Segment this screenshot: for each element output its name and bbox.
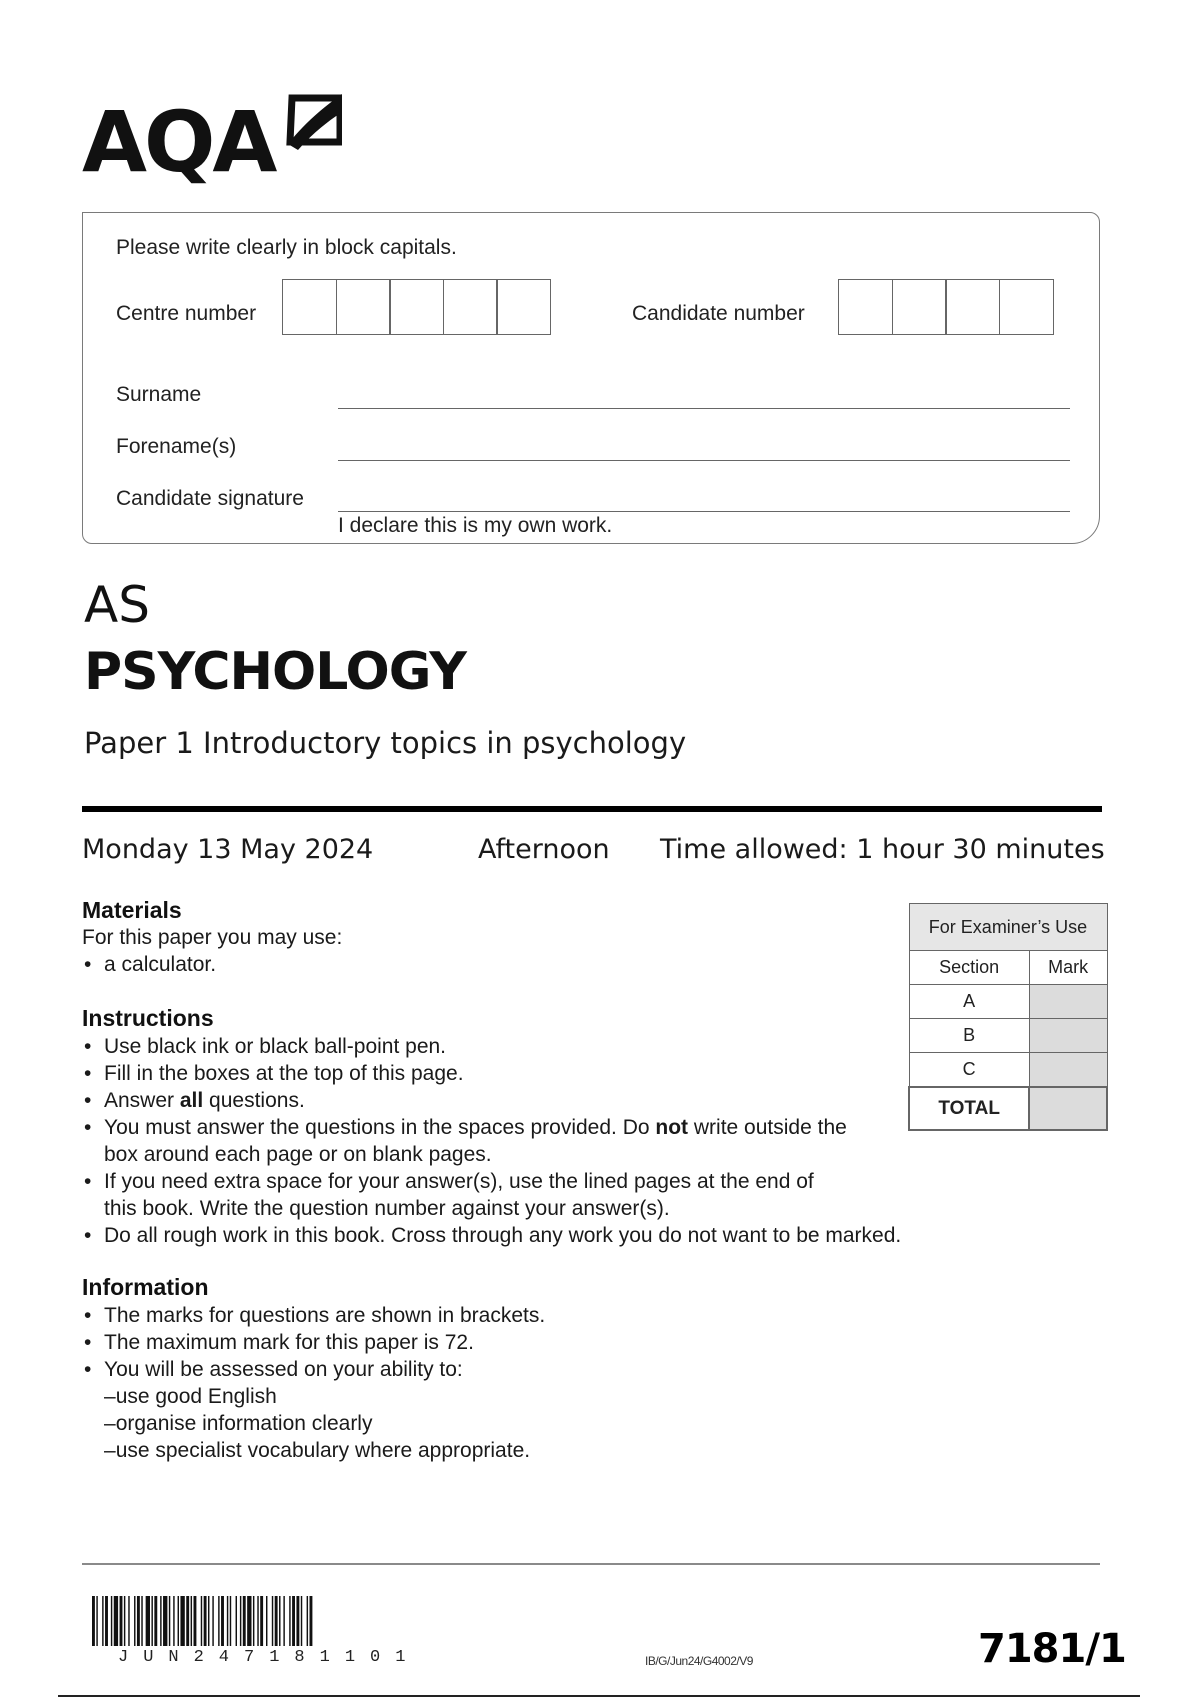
centre-digit-box[interactable] xyxy=(389,279,444,335)
assessment-criterion: – organise information clearly xyxy=(104,1410,782,1437)
barcode-bar xyxy=(279,1596,280,1646)
barcode-bar xyxy=(292,1596,295,1646)
instruction-text: Answer xyxy=(104,1089,180,1112)
barcode-bar xyxy=(163,1596,167,1646)
barcode-bar xyxy=(283,1596,284,1646)
information-section xyxy=(82,1302,782,1464)
barcode-bar xyxy=(201,1596,202,1646)
forenames-field[interactable] xyxy=(338,460,1070,461)
barcode-bar xyxy=(236,1596,237,1646)
barcode-bar xyxy=(114,1596,118,1646)
barcode-bar xyxy=(208,1596,209,1646)
assessment-criterion: – use specialist vocabulary where appropriate. xyxy=(104,1437,782,1464)
information-item: • You will be assessed on your ability to: xyxy=(82,1356,782,1383)
barcode-bar xyxy=(160,1596,161,1646)
barcode-bar xyxy=(253,1596,254,1646)
barcode xyxy=(92,1596,474,1646)
candidate-digit-box[interactable] xyxy=(838,279,893,335)
total-label: TOTAL xyxy=(909,1087,1029,1130)
exam-date: Monday 13 May 2024 xyxy=(82,834,374,865)
instruction-emphasis: not xyxy=(655,1116,689,1139)
materials-heading: Materials xyxy=(82,897,182,923)
barcode-bar xyxy=(194,1596,197,1646)
subject-title: PSYCHOLOGY xyxy=(84,642,466,702)
barcode-bar xyxy=(191,1596,192,1646)
barcode-bar xyxy=(169,1596,170,1646)
mark-cell xyxy=(1029,985,1107,1019)
instruction-item: • Use black ink or black ball-point pen. xyxy=(82,1033,982,1060)
page-bottom-rule xyxy=(58,1695,1140,1697)
section-cell: B xyxy=(909,1019,1029,1053)
candidate-digit-box[interactable] xyxy=(945,279,1000,335)
information-item: • The marks for questions are shown in brackets. xyxy=(82,1302,782,1329)
barcode-bar xyxy=(266,1596,267,1646)
barcode-bar xyxy=(230,1596,231,1646)
barcode-bar xyxy=(111,1596,112,1646)
logo-text: AQA xyxy=(82,93,275,191)
barcode-bar xyxy=(301,1596,302,1646)
barcode-bar xyxy=(124,1596,125,1646)
centre-digit-box[interactable] xyxy=(443,279,498,335)
barcode-bar xyxy=(240,1596,241,1646)
aqa-logo xyxy=(82,92,342,192)
total-mark-cell xyxy=(1029,1087,1107,1130)
forenames-label: Forename(s) xyxy=(116,435,237,458)
instruction-text: questions. xyxy=(203,1089,305,1112)
materials-section xyxy=(82,924,782,978)
instructions-heading: Instructions xyxy=(82,1005,214,1031)
materials-intro: For this paper you may use: xyxy=(82,926,343,949)
instruction-item: • Do all rough work in this book. Cross through any work you do not want to be marked. xyxy=(82,1222,982,1249)
time-allowed: Time allowed: 1 hour 30 minutes xyxy=(660,834,1105,865)
barcode-bar xyxy=(134,1596,135,1646)
candidate-digit-box[interactable] xyxy=(892,279,947,335)
centre-number-label: Centre number xyxy=(116,302,257,325)
barcode-bar xyxy=(178,1596,179,1646)
centre-digit-box[interactable] xyxy=(496,279,551,335)
instruction-item xyxy=(82,1087,982,1114)
qualification-level: AS xyxy=(84,576,150,634)
signature-field[interactable] xyxy=(338,511,1070,512)
instruction-item: • If you need extra space for your answer(s), use the lined pages at the end of this book. Write the question number against your answer(s). xyxy=(82,1168,844,1222)
barcode-bar xyxy=(227,1596,228,1646)
barcode-bar xyxy=(154,1596,157,1646)
information-heading: Information xyxy=(82,1274,209,1300)
barcode-bar xyxy=(120,1596,123,1646)
block-capitals-instruction: Please write clearly in block capitals. xyxy=(116,236,457,259)
barcode-bar xyxy=(212,1596,213,1646)
candidate-digit-box[interactable] xyxy=(999,279,1054,335)
barcode-bar xyxy=(137,1596,140,1646)
section-cell: A xyxy=(909,985,1029,1019)
barcode-bar xyxy=(173,1596,174,1646)
mark-cell xyxy=(1029,1053,1107,1088)
barcode-bar xyxy=(257,1596,258,1646)
barcode-bar xyxy=(289,1596,290,1646)
candidate-number-boxes[interactable] xyxy=(838,279,1052,335)
barcode-bar xyxy=(218,1596,219,1646)
mark-column-header: Mark xyxy=(1029,951,1107,985)
examiners-use-table xyxy=(908,903,1108,1131)
surname-field[interactable] xyxy=(338,408,1070,409)
barcode-bar xyxy=(105,1596,108,1646)
instruction-text: You must answer the questions in the spaces provided. Do xyxy=(104,1116,656,1139)
barcode-bar xyxy=(204,1596,207,1646)
barcode-bar xyxy=(102,1596,103,1646)
section-column-header: Section xyxy=(909,951,1029,985)
barcode-bar xyxy=(296,1596,299,1646)
barcode-bar xyxy=(128,1596,129,1646)
barcode-bar xyxy=(275,1596,278,1646)
footer-divider xyxy=(82,1563,1100,1565)
barcode-bar xyxy=(186,1596,189,1646)
surname-label: Surname xyxy=(116,383,202,406)
centre-digit-box[interactable] xyxy=(336,279,391,335)
centre-number-boxes[interactable] xyxy=(282,279,550,335)
candidate-number-label: Candidate number xyxy=(632,302,805,325)
barcode-bar xyxy=(180,1596,184,1646)
barcode-bar xyxy=(151,1596,152,1646)
instruction-item: • Fill in the boxes at the top of this page. xyxy=(82,1060,982,1087)
instruction-text: write outside the box around each page or on blank pages. xyxy=(104,1116,847,1166)
title-divider xyxy=(82,806,1102,812)
section-cell: C xyxy=(909,1053,1029,1088)
barcode-bar xyxy=(272,1596,273,1646)
information-item: • The maximum mark for this paper is 72. xyxy=(82,1329,782,1356)
barcode-bar xyxy=(243,1596,246,1646)
barcode-bar xyxy=(92,1596,95,1646)
exam-session: Afternoon xyxy=(478,834,610,865)
declaration-text: I declare this is my own work. xyxy=(338,514,613,537)
paper-code: 7181/1 xyxy=(978,1626,1126,1672)
barcode-bar xyxy=(247,1596,251,1646)
barcode-bar xyxy=(260,1596,263,1646)
signature-label: Candidate signature xyxy=(116,487,304,510)
instructions-section xyxy=(82,1033,982,1249)
barcode-bar xyxy=(146,1596,150,1646)
paper-title: Paper 1 Introductory topics in psychology xyxy=(84,726,687,760)
barcode-bar xyxy=(310,1596,313,1646)
assessment-criterion: – use good English xyxy=(104,1383,782,1410)
mark-cell xyxy=(1029,1019,1107,1053)
materials-item: • a calculator. xyxy=(82,951,782,978)
barcode-bar xyxy=(307,1596,308,1646)
instruction-item xyxy=(82,1114,882,1168)
barcode-bar xyxy=(141,1596,142,1646)
instruction-emphasis: all xyxy=(179,1089,204,1112)
barcode-bar xyxy=(96,1596,97,1646)
barcode-bar xyxy=(221,1596,224,1646)
barcode-text: JUN247181101 xyxy=(118,1648,421,1667)
centre-digit-box[interactable] xyxy=(282,279,337,335)
aqa-tick-mark-icon xyxy=(284,94,342,156)
examiners-use-title: For Examiner’s Use xyxy=(909,904,1107,951)
document-reference: IB/G/Jun24/G4002/V9 xyxy=(645,1654,753,1668)
